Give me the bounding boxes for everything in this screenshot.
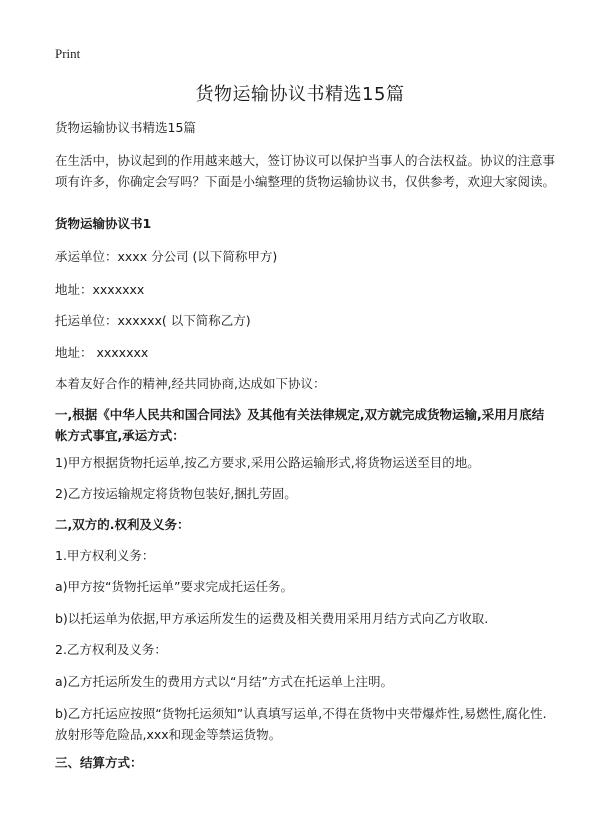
clause-2-heading: 二,双方的.权利及义务：	[55, 517, 190, 532]
clause-1-item-2: 2)乙方按运输规定将货物包装好,捆扎劳固。	[55, 486, 297, 501]
print-link[interactable]: Print	[55, 46, 81, 61]
principle-line: 本着友好合作的精神,经共同协商,达成如下协议：	[55, 376, 326, 391]
section-heading: 货物运输协议书1	[55, 216, 152, 231]
party-a-heading: 1.甲方权利义务：	[55, 548, 155, 563]
clause-1-item-1: 1)甲方根据货物托运单,按乙方要求,采用公路运输形式,将货物运送至目的地。	[55, 455, 480, 470]
clause-3-heading: 三、结算方式：	[55, 755, 143, 770]
party-b-heading: 2.乙方权利及义务：	[55, 642, 167, 657]
carrier-line: 承运单位：xxxx 分公司 (以下简称甲方)	[55, 249, 278, 264]
page-title: 货物运输协议书精选15篇	[195, 84, 405, 105]
carrier-address-line: 地址：xxxxxxx	[55, 282, 145, 297]
party-b-item-a: a)乙方托运所发生的费用方式以“月结”方式在托运单上注明。	[55, 674, 393, 689]
intro-paragraph: 在生活中，协议起到的作用越来越大，签订协议可以保护当事人的合法权益。协议的注意事项有许多，你确定会写吗？下面是小编整理的货物运输协议书，仅供参考，欢迎大家阅读。	[55, 153, 556, 189]
document-subtitle: 货物运输协议书精选15篇	[55, 120, 196, 135]
shipper-line: 托运单位：xxxxxx( 以下简称乙方)	[55, 313, 251, 328]
shipper-address-line: 地址： xxxxxxx	[55, 345, 149, 360]
party-a-item-a: a)甲方按“货物托运单”要求完成托运任务。	[55, 579, 293, 594]
party-a-item-b: b)以托运单为依据,甲方承运所发生的运费及相关费用采用月结方式向乙方收取.	[55, 611, 489, 626]
clause-1-heading: 一,根据《中华人民共和国合同法》及其他有关法律规定,双方就完成货物运输,采用月底结帐方式事宜,承运方式：	[55, 407, 545, 443]
party-b-item-b: b)乙方托运应按照“货物托运须知”认真填写运单,不得在货物中夹带爆炸性,易燃性,腐化性.放射形等危险品,xxx和现金等禁运货物。	[55, 706, 547, 742]
